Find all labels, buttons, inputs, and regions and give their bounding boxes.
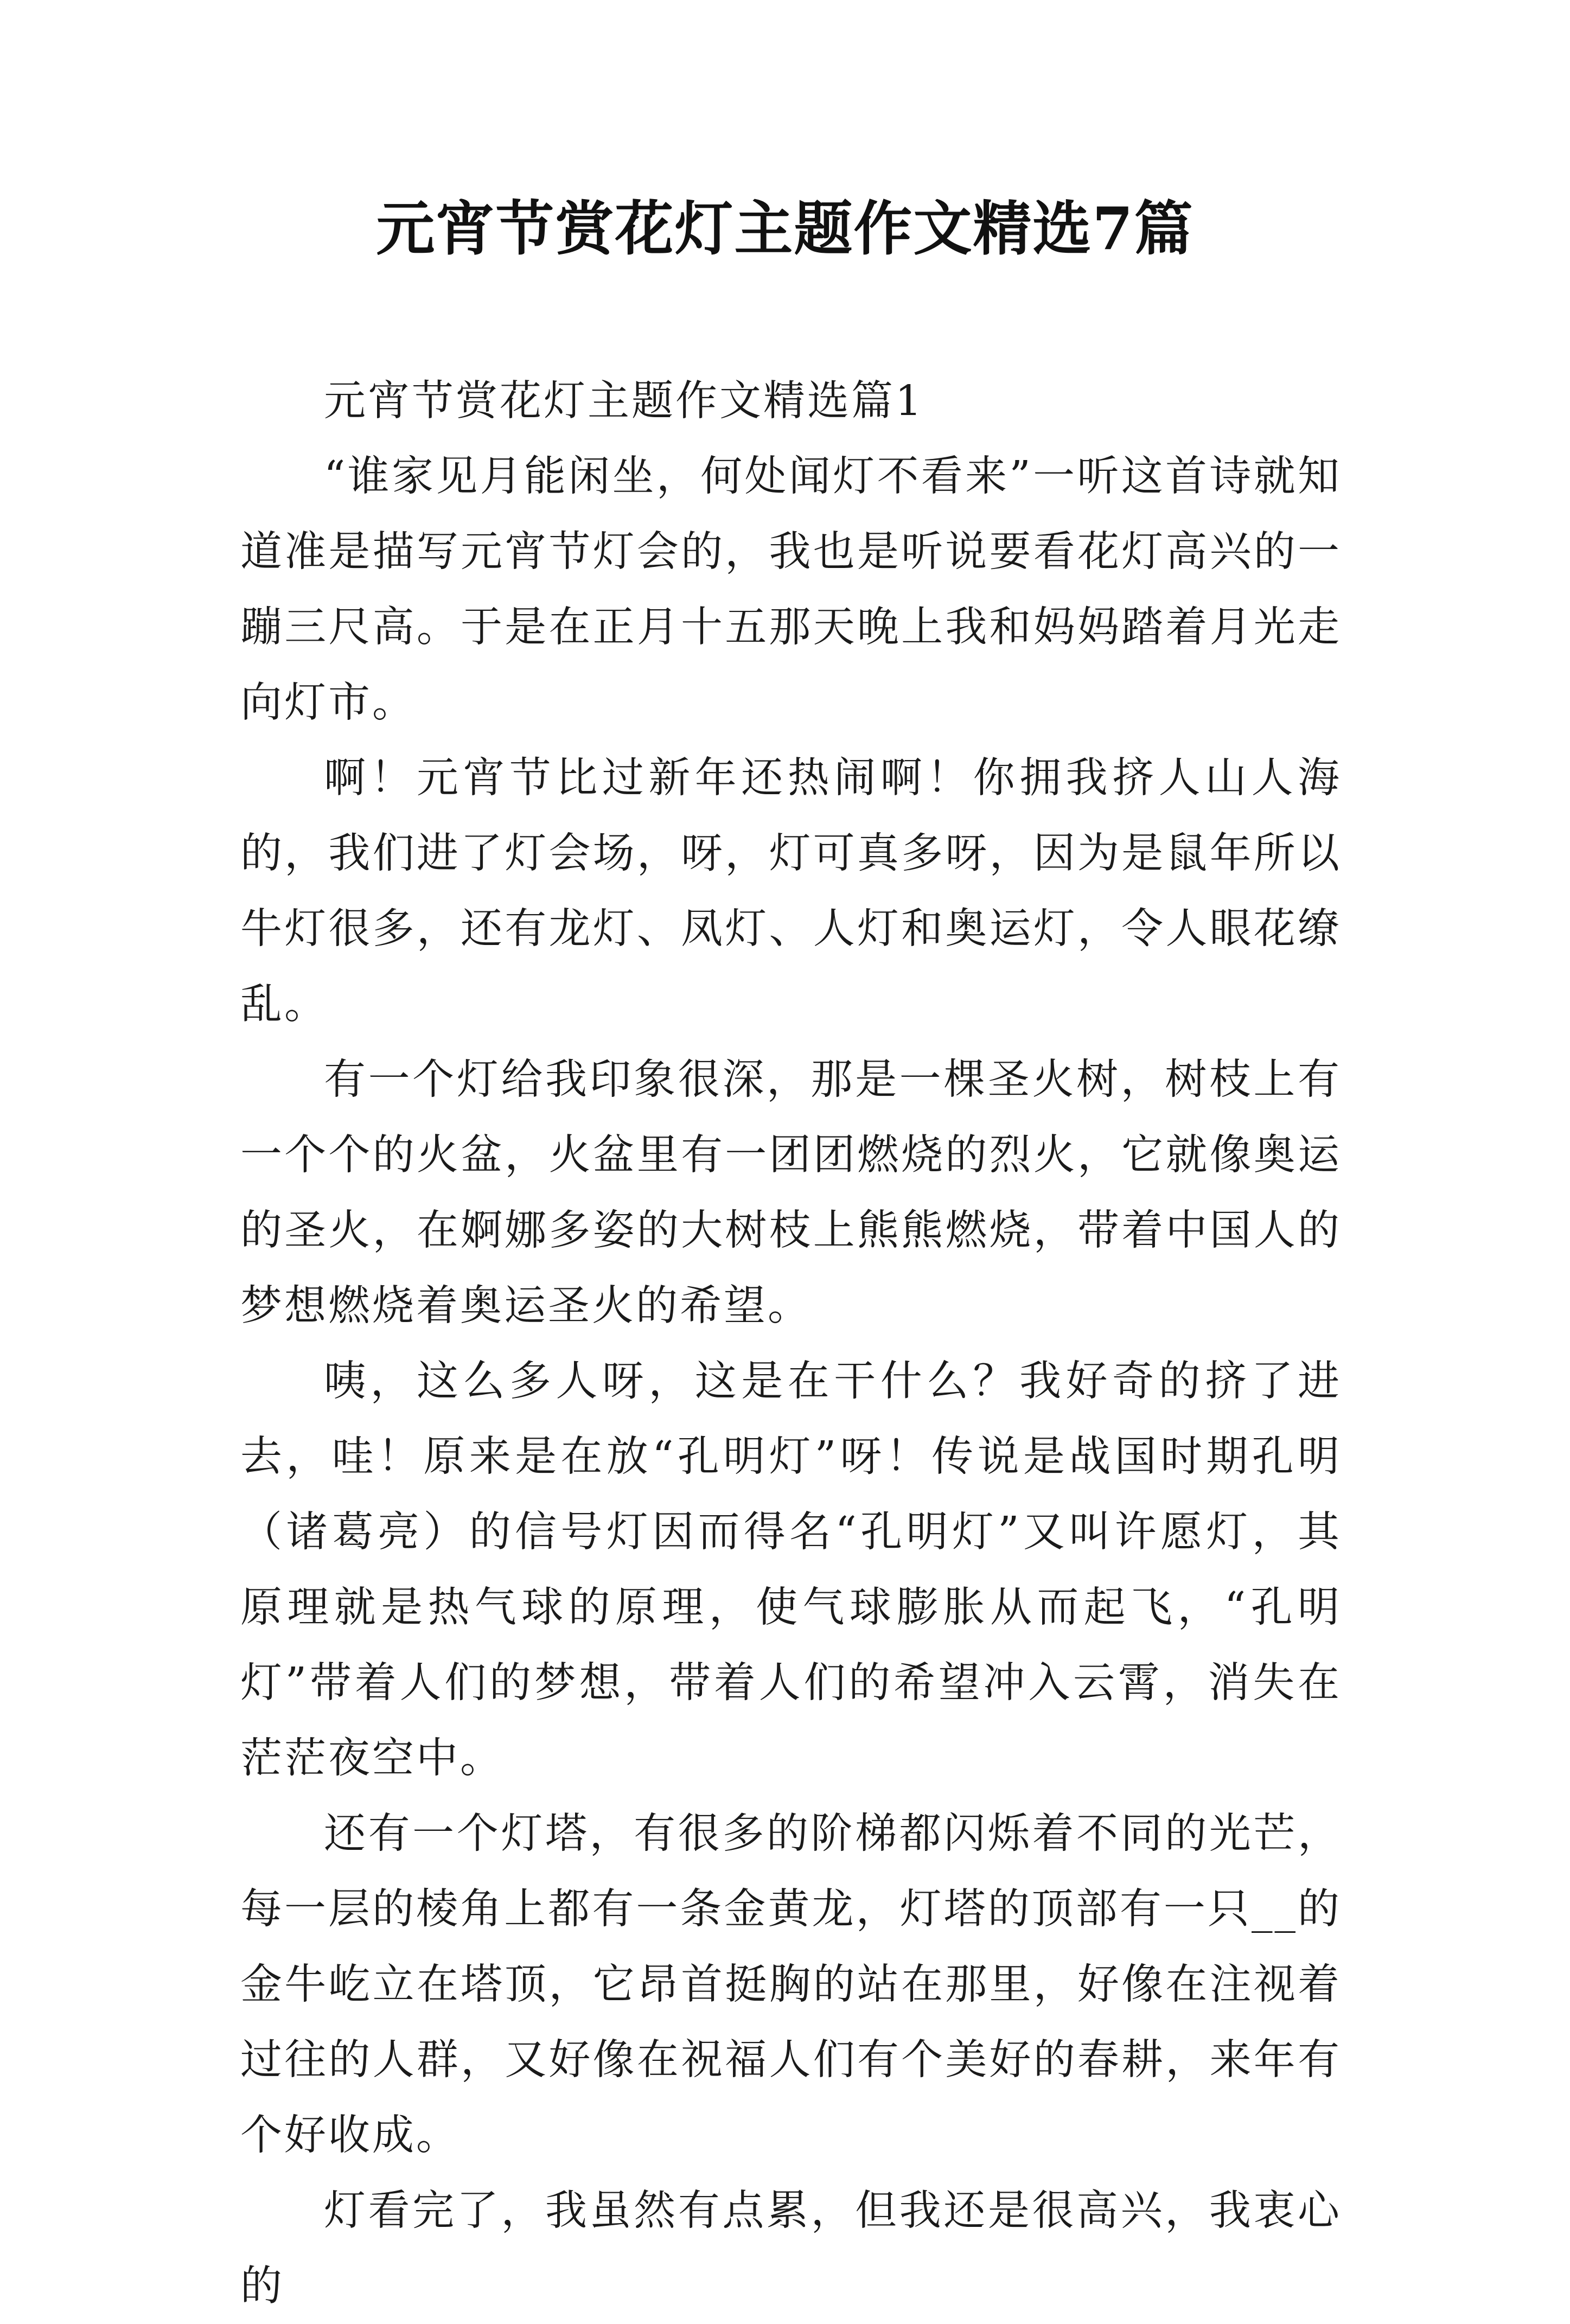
document-title: 元宵节赏花灯主题作文精选7篇 bbox=[376, 195, 1194, 263]
document-body bbox=[240, 363, 1342, 2324]
section-heading: 元宵节赏花灯主题作文精选篇1 bbox=[324, 377, 924, 425]
paragraph: 灯看完了，我虽然有点累，但我还是很高兴，我衷心的 bbox=[240, 2187, 1342, 2310]
paragraph: “谁家见月能闲坐，何处闻灯不看来”一听这首诗就知道准是描写元宵节灯会的，我也是听说要看花灯高兴的一蹦三尺高。于是在正月十五那天晚上我和妈妈踏着月光走向灯市。 bbox=[240, 452, 1342, 727]
paragraph: 啊！元宵节比过新年还热闹啊！你拥我挤人山人海的，我们进了灯会场，呀，灯可真多呀，因为是鼠年所以牛灯很多，还有龙灯、凤灯、人灯和奥运灯，令人眼花缭乱。 bbox=[240, 754, 1342, 1029]
paragraph: 咦，这么多人呀，这是在干什么？我好奇的挤了进去，哇！原来是在放“孔明灯”呀！传说是战国时期孔明（诸葛亮）的信号灯因而得名“孔明灯”又叫许愿灯，其原理就是热气球的原理，使气球膨胀从而起飞，“孔明灯”带着人们的梦想，带着人们的希望冲入云霄，消失在茫茫夜空中。 bbox=[240, 1357, 1342, 1783]
paragraph: 有一个灯给我印象很深，那是一棵圣火树，树枝上有一个个的火盆，火盆里有一团团燃烧的烈火，它就像奥运的圣火，在婀娜多姿的大树枝上熊熊燃烧，带着中国人的梦想燃烧着奥运圣火的希望。 bbox=[240, 1056, 1342, 1330]
paragraph: 还有一个灯塔，有很多的阶梯都闪烁着不同的光芒，每一层的棱角上都有一条金黄龙，灯塔的顶部有一只__的金牛屹立在塔顶，它昂首挺胸的站在那里，好像在注视着过往的人群，又好像在祝福人们有个美好的春耕，来年有个好收成。 bbox=[240, 1810, 1342, 2160]
